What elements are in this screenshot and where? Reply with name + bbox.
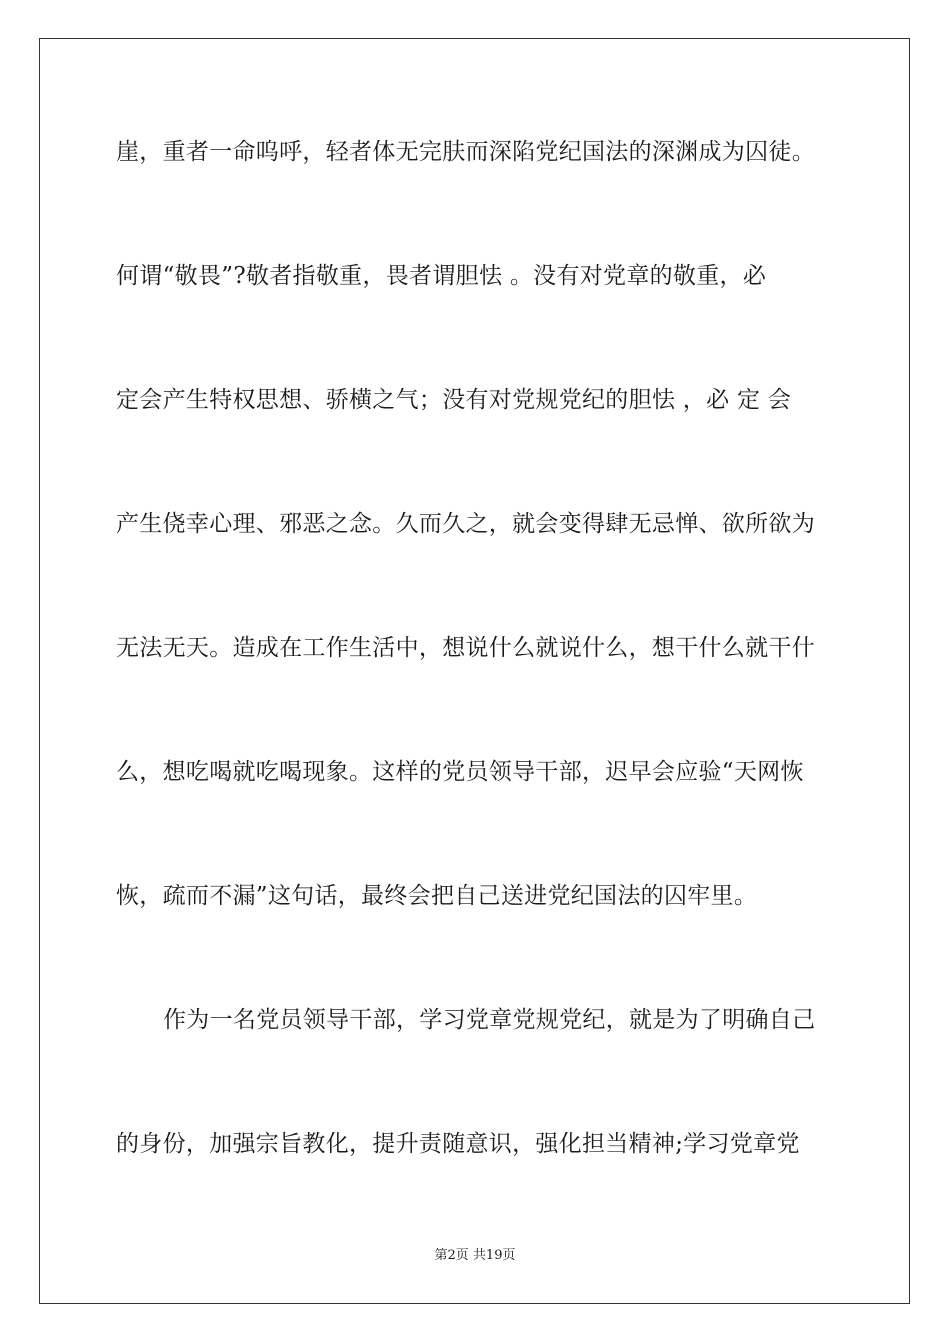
text-line-4: 产生侥幸心理、邪恶之念。久而久之，就会变得肆无忌惮、欲所欲为 bbox=[116, 511, 815, 537]
text-line-7: 恢，疏而不漏”这句话，最终会把自己送进党纪国法的囚牢里。 bbox=[116, 883, 758, 909]
text-line-6: 么，想吃喝就吃喝现象。这样的党员领导干部，迟早会应验“天网恢 bbox=[116, 759, 804, 785]
page-number-footer: 第2页 共19页 bbox=[434, 1248, 516, 1263]
text-line-3: 定会产生特权思想、骄横之气；没有对党规党纪的胆怯 ，必 定 会 bbox=[116, 387, 792, 413]
text-line-1: 崖，重者一命呜呼，轻者体无完肤而深陷党纪国法的深渊成为囚徒。 bbox=[116, 139, 815, 165]
paragraph-start-line: 作为一名党员领导干部，学习党章党规党纪，就是为了明确自己 bbox=[163, 1007, 816, 1033]
text-line-5: 无法无天。造成在工作生活中，想说什么就说什么，想干什么就干什 bbox=[116, 635, 815, 661]
page-border bbox=[39, 38, 910, 1304]
text-line-2: 何谓“敬畏”?敬者指敬重，畏者谓胆怯 。没有对党章的敬重，必 bbox=[116, 263, 767, 289]
text-line-9: 的身份，加强宗旨教化，提升责随意识，强化担当精神;学习党章党 bbox=[116, 1131, 800, 1157]
